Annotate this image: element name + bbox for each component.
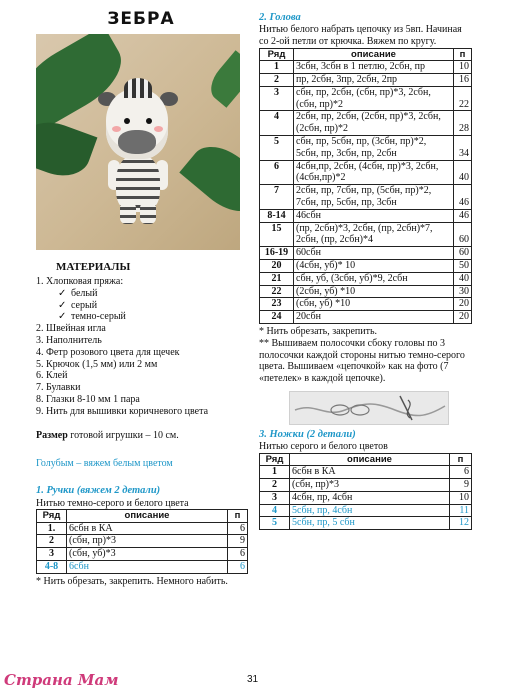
color-legend-note: Голубым – вяжем белым цветом [36,458,173,470]
legs-section-subtitle: Нитью серого и белого цветов [259,441,388,453]
description-cell: (пр, 2сбн)*3, 2сбн, (пр, 2сбн)*7, 2сбн, (пр, 2сбн)*4 [294,222,454,247]
stitch-count-cell: 20 [454,298,472,311]
stitch-count-cell: 6 [228,560,248,573]
materials-subitem-label: белый [71,287,98,299]
leaf-decoration [179,134,240,224]
description-cell: 46сбн [294,209,454,222]
materials-item: 4. Фетр розового цвета для щечек [36,346,180,358]
right-column [259,12,472,530]
row-number-cell: 2 [260,73,294,86]
description-cell: 6сбн [67,560,228,573]
zebra-cheek [154,126,163,132]
table-row [260,247,472,260]
head-table-body [260,61,472,324]
table-row [260,298,472,311]
stitch-count-cell: 50 [454,259,472,272]
row-number-cell: 6 [260,160,294,185]
table-row [260,111,472,136]
leaf-decoration [203,50,240,108]
materials-subitem [36,300,248,312]
zebra-photo [36,34,240,250]
description-cell: (сбн, уб) *10 [294,298,454,311]
row-number-cell: 5 [260,517,290,530]
row-number-cell: 21 [260,272,294,285]
table-row [260,135,472,160]
description-cell: 4сбн,пр, 2сбн, (4сбн, пр)*3, 2сбн, (4сбн,пр)*2 [294,160,454,185]
row-number-cell: 23 [260,298,294,311]
stitch-count-cell: 6 [228,522,248,535]
row-number-cell: 4 [260,504,290,517]
table-row [260,517,472,530]
row-number-cell: 15 [260,222,294,247]
leaf-decoration [36,114,97,185]
arms-table-body [37,522,248,573]
materials-item: 6. Клей [36,370,68,382]
materials-subitem-label: серый [71,299,98,311]
stitch-count-cell: 40 [454,272,472,285]
materials-item-label: 1. Хлопковая пряжа: [36,275,124,287]
materials-list [36,276,248,418]
arms-section-subtitle: Нитью темно-серого и белого цвета [36,497,189,509]
zebra-eye [146,118,152,124]
stitch-count-cell: 40 [454,160,472,185]
chain-stitch-icon [290,392,450,426]
head-section-intro: Нитью белого набрать цепочку из 5вп. Начиная со 2-ой петли от крючка. Вяжем по кругу. [259,24,462,48]
zebra-mane [124,78,152,98]
description-cell: 2сбн, пр, 7сбн, пр, (5сбн, пр)*2, 7сбн, пр, 5сбн, пр, 3сбн [294,185,454,210]
row-number-cell: 4 [260,111,294,136]
checkmark-icon: ✓ [58,299,67,311]
row-number-cell: 3 [37,548,67,561]
stitch-count-cell: 28 [454,111,472,136]
zebra-muzzle [118,130,156,154]
description-cell: (сбн, уб)*3 [67,548,228,561]
table-header-row [260,48,472,60]
table-row [260,259,472,272]
column-header: п [454,48,472,60]
description-cell: сбн, пр, 2сбн, (сбн, пр)*3, 2сбн, (сбн, пр)*2 [294,86,454,111]
legs-table-body [260,466,472,530]
head-table [259,48,472,324]
row-number-cell: 5 [260,135,294,160]
toy-size [36,430,248,442]
table-row [260,86,472,111]
row-number-cell: 8-14 [260,209,294,222]
stitch-count-cell: 12 [450,517,472,530]
table-row [260,272,472,285]
zebra-eye [124,118,130,124]
description-cell: (4сбн, уб)* 10 [294,259,454,272]
stitch-count-cell: 9 [228,535,248,548]
column-header: Ряд [260,454,290,466]
row-number-cell: 22 [260,285,294,298]
materials-item: 8. Глазки 8-10 мм 1 пара [36,393,140,405]
materials-subitem-label: темно-серый [71,311,126,323]
column-header: Ряд [260,48,294,60]
description-cell: сбн, пр, 5сбн, пр, (3сбн, пр)*2, 5сбн, пр, 3сбн, пр, 2сбн [294,135,454,160]
stitch-count-cell: 6 [228,548,248,561]
zebra-cheek [112,126,121,132]
table-row [37,560,248,573]
stitch-count-cell: 60 [454,222,472,247]
row-number-cell: 4-8 [37,560,67,573]
table-row [37,548,248,561]
description-cell: 5сбн, пр, 4сбн [290,504,450,517]
materials-item: 2. Швейная игла [36,323,106,335]
table-row [260,466,472,479]
page-number: 31 [247,674,259,685]
watermark-logo: Страна Мам [4,671,119,689]
row-number-cell: 1 [260,466,290,479]
description-cell: 6сбн в КА [67,522,228,535]
head-section-title: 2. Голова [259,12,301,23]
stitch-count-cell: 6 [450,466,472,479]
column-header: описание [67,510,228,522]
column-header: п [450,454,472,466]
table-row [260,311,472,324]
stitch-count-cell: 60 [454,247,472,260]
zebra-leg [140,202,156,224]
description-cell: 6сбн в КА [290,466,450,479]
description-cell: сбн, уб, (3сбн, уб)*9, 2сбн [294,272,454,285]
table-header-row [37,510,248,522]
stitch-count-cell: 30 [454,285,472,298]
description-cell: 4сбн, пр, 4сбн [290,491,450,504]
description-cell: 20сбн [294,311,454,324]
column-header: описание [294,48,454,60]
table-row [260,285,472,298]
legs-section-title: 3. Ножки (2 детали) [259,428,356,440]
table-row [260,185,472,210]
checkmark-icon: ✓ [58,311,67,323]
row-number-cell: 7 [260,185,294,210]
page-title: ЗЕБРА [107,9,175,29]
table-row [37,535,248,548]
row-number-cell: 1 [260,61,294,74]
arms-note: * Нить обрезать, закрепить. Немного набить. [36,575,228,587]
table-row [260,222,472,247]
stitch-count-cell: 46 [454,185,472,210]
toy-size-label: Размер [36,429,68,441]
row-number-cell: 2 [37,535,67,548]
table-row [260,479,472,492]
legs-table [259,453,472,530]
table-row [260,160,472,185]
description-cell: пр, 2сбн, 3пр, 2сбн, 2пр [294,73,454,86]
materials-item: 5. Крючок (1,5 мм) или 2 мм [36,358,158,370]
row-number-cell: 3 [260,491,290,504]
description-cell: 5сбн, пр, 5 сбн [290,517,450,530]
table-header-row [260,454,472,466]
stitch-count-cell: 10 [454,61,472,74]
stitch-count-cell: 16 [454,73,472,86]
stitch-count-cell: 20 [454,311,472,324]
materials-item: 9. Нить для вышивки коричневого цвета [36,405,209,417]
description-cell: 2сбн, пр, 2сбн, (2сбн, пр)*3, 2сбн, (2сбн, пр)*2 [294,111,454,136]
head-note-2: ** Вышиваем полосочки сбоку головы по 3 полосочки каждой стороны нитью темно-серого цвета. Вышиваем «цепочкой» как на фото (7 «петелек» в каждой цепочке). [259,337,465,385]
materials-title: МАТЕРИАЛЫ [56,261,131,273]
table-row [260,504,472,517]
description-cell: (сбн, пр)*3 [67,535,228,548]
arms-section-title: 1. Ручки (вяжем 2 детали) [36,485,161,497]
stitch-count-cell: 10 [450,491,472,504]
row-number-cell: 24 [260,311,294,324]
table-row [260,61,472,74]
row-number-cell: 20 [260,259,294,272]
left-column [36,8,248,587]
table-row [260,209,472,222]
materials-item: 7. Булавки [36,382,81,394]
table-row [37,522,248,535]
stitch-count-cell: 9 [450,479,472,492]
row-number-cell: 3 [260,86,294,111]
materials-subitem [36,311,248,323]
materials-subitem [36,288,248,300]
description-cell: (2сбн, уб) *10 [294,285,454,298]
materials-item: 3. Наполнитель [36,334,102,346]
description-cell: 60сбн [294,247,454,260]
stitch-count-cell: 34 [454,135,472,160]
toy-size-text: готовой игрушки – 10 см. [67,429,179,441]
column-header: п [228,510,248,522]
column-header: описание [290,454,450,466]
description-cell: (сбн, пр)*3 [290,479,450,492]
stitch-count-cell: 46 [454,209,472,222]
arms-table [36,509,248,573]
description-cell: 3сбн, 3сбн в 1 петлю, 2сбн, пр [294,61,454,74]
zebra-leg [120,202,136,224]
materials-item [36,276,248,323]
row-number-cell: 2 [260,479,290,492]
row-number-cell: 1. [37,522,67,535]
stitch-count-cell: 22 [454,86,472,111]
stitch-count-cell: 11 [450,504,472,517]
table-row [260,491,472,504]
table-row [260,73,472,86]
chain-stitch-diagram [289,391,449,425]
checkmark-icon: ✓ [58,287,67,299]
row-number-cell: 16-19 [260,247,294,260]
head-note-1: * Нить обрезать, закрепить. [259,325,378,337]
column-header: Ряд [37,510,67,522]
